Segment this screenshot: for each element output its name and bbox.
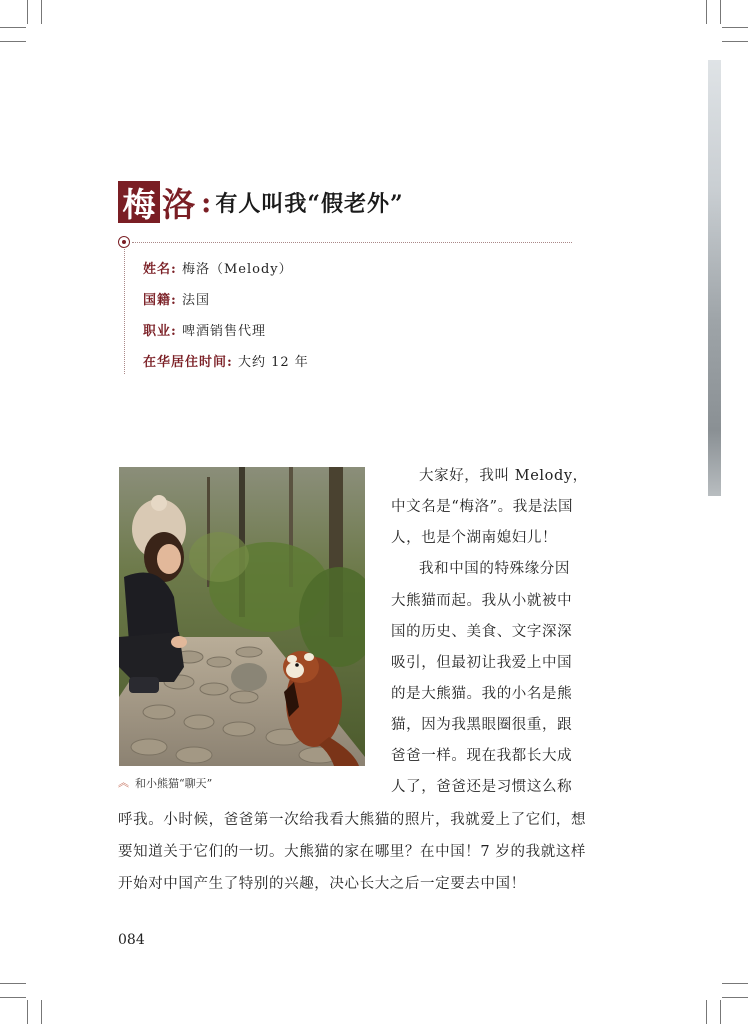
crop-mark [722,27,748,28]
profile-nationality-label: 国籍: [143,293,177,308]
body-line: 开始对中国产生了特别的兴趣，决心长大之后一定要去中国！ [118,876,526,892]
profile-name-row [143,258,293,277]
crop-mark [27,1000,28,1024]
crop-mark [41,0,42,24]
body-line: 中文名是“梅洛”。我是法国 [391,499,574,515]
photo-woman-with-red-panda [119,467,365,766]
profile-time-value: 大约 12 年 [237,355,309,370]
person-name [118,181,195,223]
body-line: 大熊猫而起。我从小就被中 [391,593,573,609]
body-line: 大家好，我叫 Melody， [419,468,588,484]
photo-caption-text: 和小熊猫“聊天” [135,777,213,790]
body-line: 人了，爸爸还是习惯这么称 [391,779,573,795]
page-title [118,181,404,223]
crop-mark [0,983,26,984]
profile-occupation-value: 啤酒销售代理 [181,324,266,339]
profile-time-row [143,351,309,370]
body-line: 人，也是个湖南媳妇儿！ [391,530,558,546]
profile-nationality-row [143,289,210,308]
page-number: 084 [118,932,145,948]
dotted-vertical-divider [124,249,125,374]
crop-mark [0,41,26,42]
page-edge-strip [708,60,721,496]
profile-time-label: 在华居住时间: [143,355,233,370]
body-line: 吸引，但最初让我爱上中国 [391,655,573,671]
body-line: 我和中国的特殊缘分因 [419,561,570,577]
body-line: 国的历史、美食、文字深深 [391,624,573,640]
profile-name-label: 姓名: [143,262,177,277]
profile-occupation-label: 职业: [143,324,177,339]
crop-mark [706,1000,707,1024]
title-subtitle: 有人叫我“假老外” [215,190,404,217]
crop-mark [722,41,748,42]
bullet-circle-icon [118,236,130,248]
body-line: 要知道关于它们的一切。大熊猫的家在哪里？在中国！7 岁的我就这样 [118,844,587,860]
crop-mark [720,1000,721,1024]
dotted-divider [132,242,572,243]
name-first-char: 梅 [118,181,160,223]
title-colon: : [201,185,212,219]
crop-mark [27,0,28,24]
name-rest: 洛 [162,184,195,224]
crop-mark [41,1000,42,1024]
crop-mark [722,997,748,998]
crop-mark [0,997,26,998]
double-chevron-up-icon: ︽ [118,776,129,789]
body-line: 爸爸一样。现在我都长大成 [391,748,573,764]
crop-mark [722,983,748,984]
crop-mark [0,27,26,28]
crop-mark [706,0,707,24]
body-line: 呼我。小时候，爸爸第一次给我看大熊猫的照片，我就爱上了它们，想 [118,812,587,828]
crop-mark [720,0,721,24]
body-line: 猫，因为我黑眼圈很重，跟 [391,717,573,733]
profile-nationality-value: 法国 [181,293,210,308]
profile-name-value: 梅洛（Melody） [181,262,293,277]
body-line: 的是大熊猫。我的小名是熊 [391,686,573,702]
profile-occupation-row [143,320,266,339]
photo-caption [118,775,212,791]
